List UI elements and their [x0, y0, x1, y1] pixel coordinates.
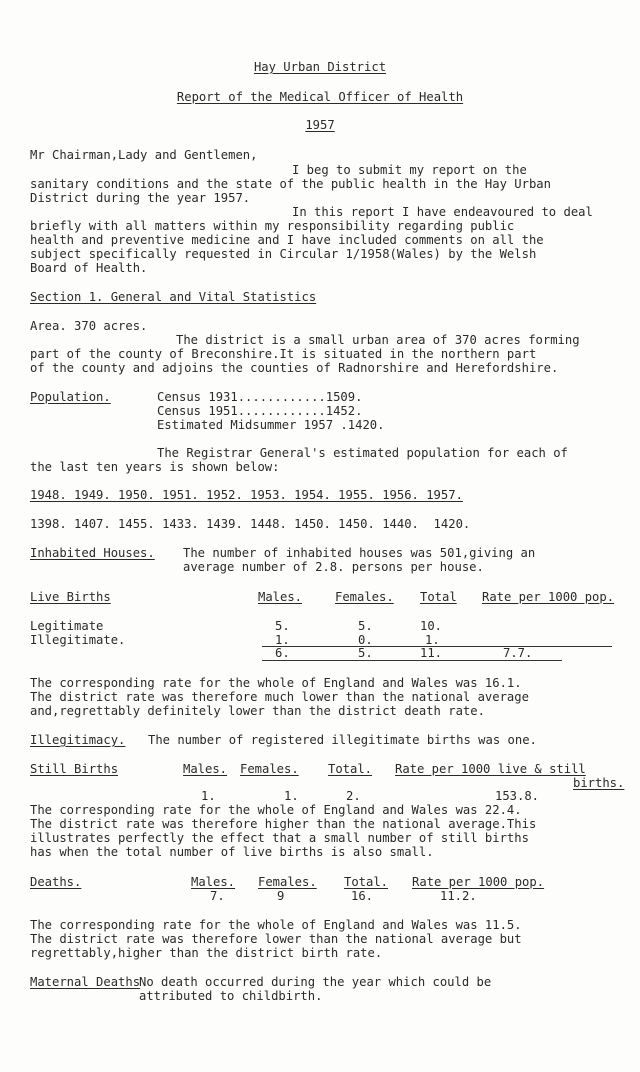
still-births-comment: has when the total number of live births is also small.: [30, 845, 434, 859]
deaths-header-males: Males.: [191, 875, 236, 889]
intro-line: District during the year 1957.: [30, 191, 251, 205]
still-births-cell: 1.: [201, 789, 216, 803]
population-label: Population.: [30, 390, 111, 404]
live-births-total: 6.: [275, 646, 290, 660]
live-births-label: Live Births: [30, 590, 111, 604]
still-births-comment: The corresponding rate for the whole of England and Wales was 22.4.: [30, 803, 522, 817]
live-births-header-total: Total: [420, 590, 457, 604]
intro-line: briefly with all matters within my responsibility regarding public: [30, 219, 515, 233]
live-births-total: 5.: [358, 646, 373, 660]
still-births-header-rate: Rate per 1000 live & still: [395, 762, 586, 776]
deaths-cell: 7.: [210, 889, 225, 903]
population-years-row: 1948. 1949. 1950. 1951. 1952. 1953. 1954. 1955. 1956. 1957.: [30, 488, 463, 502]
live-births-cell: 5.: [358, 619, 373, 633]
area-label: Area. 370 acres.: [30, 319, 148, 333]
population-line: Estimated Midsummer 1957 .1420.: [157, 418, 385, 432]
live-births-row-name: Legitimate: [30, 619, 104, 633]
still-births-cell: 2.: [346, 789, 361, 803]
area-text-line: part of the county of Breconshire.It is situated in the northern part: [30, 347, 537, 361]
illegitimacy-text: The number of registered illegitimate births was one.: [148, 733, 537, 747]
houses-text-line: The number of inhabited houses was 501,giving an: [183, 546, 536, 560]
deaths-header-females: Females.: [258, 875, 317, 889]
deaths-cell: 11.2.: [440, 889, 477, 903]
population-line: Census 1951............1452.: [157, 404, 363, 418]
deaths-comment: regrettably,higher than the district birth rate.: [30, 946, 383, 960]
intro-line: In this report I have endeavoured to deal: [292, 205, 593, 219]
estimate-text-line: the last ten years is shown below:: [30, 460, 280, 474]
still-births-label: Still Births: [30, 762, 119, 776]
report-title: Report of the Medical Officer of Health: [176, 90, 464, 104]
maternal-deaths-label: Maternal Deaths: [30, 975, 141, 989]
live-births-rate: 7.7.: [503, 646, 533, 660]
intro-line: Board of Health.: [30, 261, 148, 275]
live-births-cell: 1.: [425, 633, 440, 647]
still-births-comment: illustrates perfectly the effect that a small number of still births: [30, 831, 529, 845]
live-births-cell: 1.: [275, 633, 290, 647]
houses-text-line: average number of 2.8. persons per house.: [183, 560, 484, 574]
live-births-cell: 0.: [358, 633, 373, 647]
live-births-header-rate: Rate per 1000 pop.: [482, 590, 615, 604]
live-births-comment: The corresponding rate for the whole of England and Wales was 16.1.: [30, 676, 522, 690]
intro-line: health and preventive medicine and I have included comments on all the: [30, 233, 544, 247]
houses-label: Inhabited Houses.: [30, 546, 155, 560]
deaths-comment: The corresponding rate for the whole of England and Wales was 11.5.: [30, 918, 522, 932]
still-births-header-rate-cont: births.: [573, 776, 625, 790]
maternal-deaths-text: attributed to childbirth.: [139, 989, 323, 1003]
area-text-line: The district is a small urban area of 370 acres forming: [176, 333, 580, 347]
deaths-label: Deaths.: [30, 875, 82, 889]
still-births-header-total: Total.: [328, 762, 373, 776]
still-births-comment: The district rate was therefore higher than the national average.This: [30, 817, 537, 831]
section-heading: Section 1. General and Vital Statistics: [30, 290, 317, 304]
live-births-comment: and,regrettably definitely lower than the district death rate.: [30, 704, 485, 718]
still-births-cell: 1.: [284, 789, 299, 803]
intro-line: I beg to submit my report on the: [292, 163, 527, 177]
maternal-deaths-text: No death occurred during the year which could be: [139, 975, 492, 989]
report-year: 1957: [305, 118, 335, 132]
live-births-total: 11.: [420, 646, 443, 660]
intro-line: sanitary conditions and the state of the public health in the Hay Urban: [30, 177, 551, 191]
live-births-row-name: Illegitimate.: [30, 633, 126, 647]
population-line: Census 1931............1509.: [157, 390, 363, 404]
deaths-cell: 16.: [351, 889, 374, 903]
still-births-header-males: Males.: [183, 762, 228, 776]
live-births-cell: 10.: [420, 619, 443, 633]
deaths-cell: 9: [277, 889, 285, 903]
live-births-cell: 5.: [275, 619, 290, 633]
still-births-header-females: Females.: [240, 762, 299, 776]
estimate-text-line: The Registrar General's estimated population for each of: [157, 446, 568, 460]
deaths-header-rate: Rate per 1000 pop.: [412, 875, 545, 889]
table-rule: [262, 660, 562, 661]
live-births-comment: The district rate was therefore much lower than the national average: [30, 690, 529, 704]
deaths-header-total: Total.: [344, 875, 389, 889]
live-births-header-females: Females.: [335, 590, 394, 604]
intro-line: subject specifically requested in Circular 1/1958(Wales) by the Welsh: [30, 247, 537, 261]
district-heading: Hay Urban District: [253, 60, 387, 74]
area-text-line: of the county and adjoins the counties of Radnorshire and Herefordshire.: [30, 361, 559, 375]
deaths-comment: The district rate was therefore lower than the national average but: [30, 932, 522, 946]
population-values-row: 1398. 1407. 1455. 1433. 1439. 1448. 1450. 1450. 1440. 1420.: [30, 517, 471, 531]
live-births-header-males: Males.: [258, 590, 303, 604]
salutation: Mr Chairman,Lady and Gentlemen,: [30, 148, 258, 162]
illegitimacy-label: Illegitimacy.: [30, 733, 126, 747]
still-births-cell: 153.8.: [495, 789, 540, 803]
